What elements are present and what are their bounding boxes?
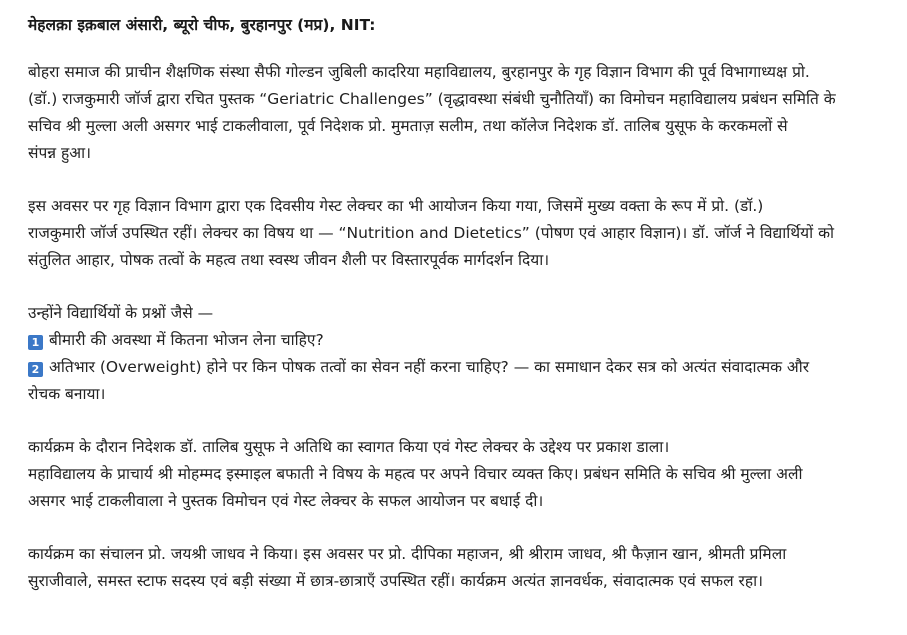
text-line: इस अवसर पर गृह विज्ञान विभाग द्वारा एक दिवसीय गेस्ट लेक्चर का भी आयोजन किया गया, जिसमें मुख्य वक्ता के रूप में प्रो. (डॉ.) — [28, 197, 764, 215]
text-line: सचिव श्री मुल्ला अली असगर भाई टाकलीवाला, पूर्व निदेशक प्रो. मुमताज़ सलीम, तथा कॉलेज निदेशक डॉ. तालिब युसूफ के करकमलों से — [28, 117, 788, 135]
paragraph-guest-lecture — [28, 193, 887, 274]
text-line: संपन्न हुआ। — [28, 144, 91, 162]
text-line: रोचक बनाया। — [28, 385, 106, 403]
keycap-two-icon: 2 — [28, 362, 43, 377]
paragraph-welcome — [28, 434, 887, 515]
paragraph-book-release — [28, 59, 887, 167]
paragraph-conclusion — [28, 541, 887, 595]
text-line: बोहरा समाज की प्राचीन शैक्षणिक संस्था सैफी गोल्डन जुबिली कादरिया महाविद्यालय, बुरहानपुर के गृह विज्ञान विभाग की पूर्व विभागाध्यक्ष प्रो. — [28, 63, 810, 81]
questions-intro: उन्होंने विद्यार्थियों के प्रश्नों जैसे — — [28, 304, 214, 322]
question-text: बीमारी की अवस्था में कितना भोजन लेना चाहिए? — [49, 331, 324, 349]
keycap-one-icon: 1 — [28, 335, 43, 350]
text-line: संतुलित आहार, पोषक तत्वों के महत्व तथा स्वस्थ जीवन शैली पर विस्तारपूर्वक मार्गदर्शन दिया। — [28, 251, 550, 269]
question-text: अतिभार (Overweight) होने पर किन पोषक तत्वों का सेवन नहीं करना चाहिए? — का समाधान देकर सत्र को अत्यंत संवादात्मक और — [49, 358, 810, 376]
text-line: (डॉ.) राजकुमारी जॉर्ज द्वारा रचित पुस्तक “Geriatric Challenges” (वृद्धावस्था संबंधी चुनौतियाँ) का विमोचन महाविद्यालय प्रबंधन समिति के — [28, 90, 836, 108]
text-line: राजकुमारी जॉर्ज उपस्थित रहीं। लेक्चर का विषय था — “Nutrition and Dietetics” (पोषण एवं आहार विज्ञान)। डॉ. जॉर्ज ने विद्यार्थियों को — [28, 224, 835, 242]
text-line: सुराजीवाले, समस्त स्टाफ सदस्य एवं बड़ी संख्या में छात्र-छात्राएँ उपस्थित रहीं। कार्यक्रम अत्यंत ज्ञानवर्धक, संवादात्मक एवं सफल रहा। — [28, 572, 764, 590]
text-line: असगर भाई टाकलीवाला ने पुस्तक विमोचन एवं गेस्ट लेक्चर के सफल आयोजन पर बधाई दी। — [28, 492, 544, 510]
question-item-2 — [28, 354, 887, 381]
article-byline: मेहलक़ा इक़बाल अंसारी, ब्यूरो चीफ, बुरहानपुर (मप्र), NIT: — [28, 16, 376, 34]
paragraph-questions — [28, 300, 887, 408]
text-line: कार्यक्रम के दौरान निदेशक डॉ. तालिब युसूफ ने अतिथि का स्वागत किया एवं गेस्ट लेक्चर के उद्देश्य पर प्रकाश डाला। — [28, 438, 670, 456]
question-item-1 — [28, 327, 887, 354]
text-line: महाविद्यालय के प्राचार्य श्री मोहम्मद इस्माइल बफाती ने विषय के महत्व पर अपने विचार व्यक्त किए। प्रबंधन समिति के सचिव श्री मुल्ला अली — [28, 465, 803, 483]
text-line: कार्यक्रम का संचालन प्रो. जयश्री जाधव ने किया। इस अवसर पर प्रो. दीपिका महाजन, श्री श्रीराम जाधव, श्री फैज़ान खान, श्रीमती प्रमिला — [28, 545, 787, 563]
